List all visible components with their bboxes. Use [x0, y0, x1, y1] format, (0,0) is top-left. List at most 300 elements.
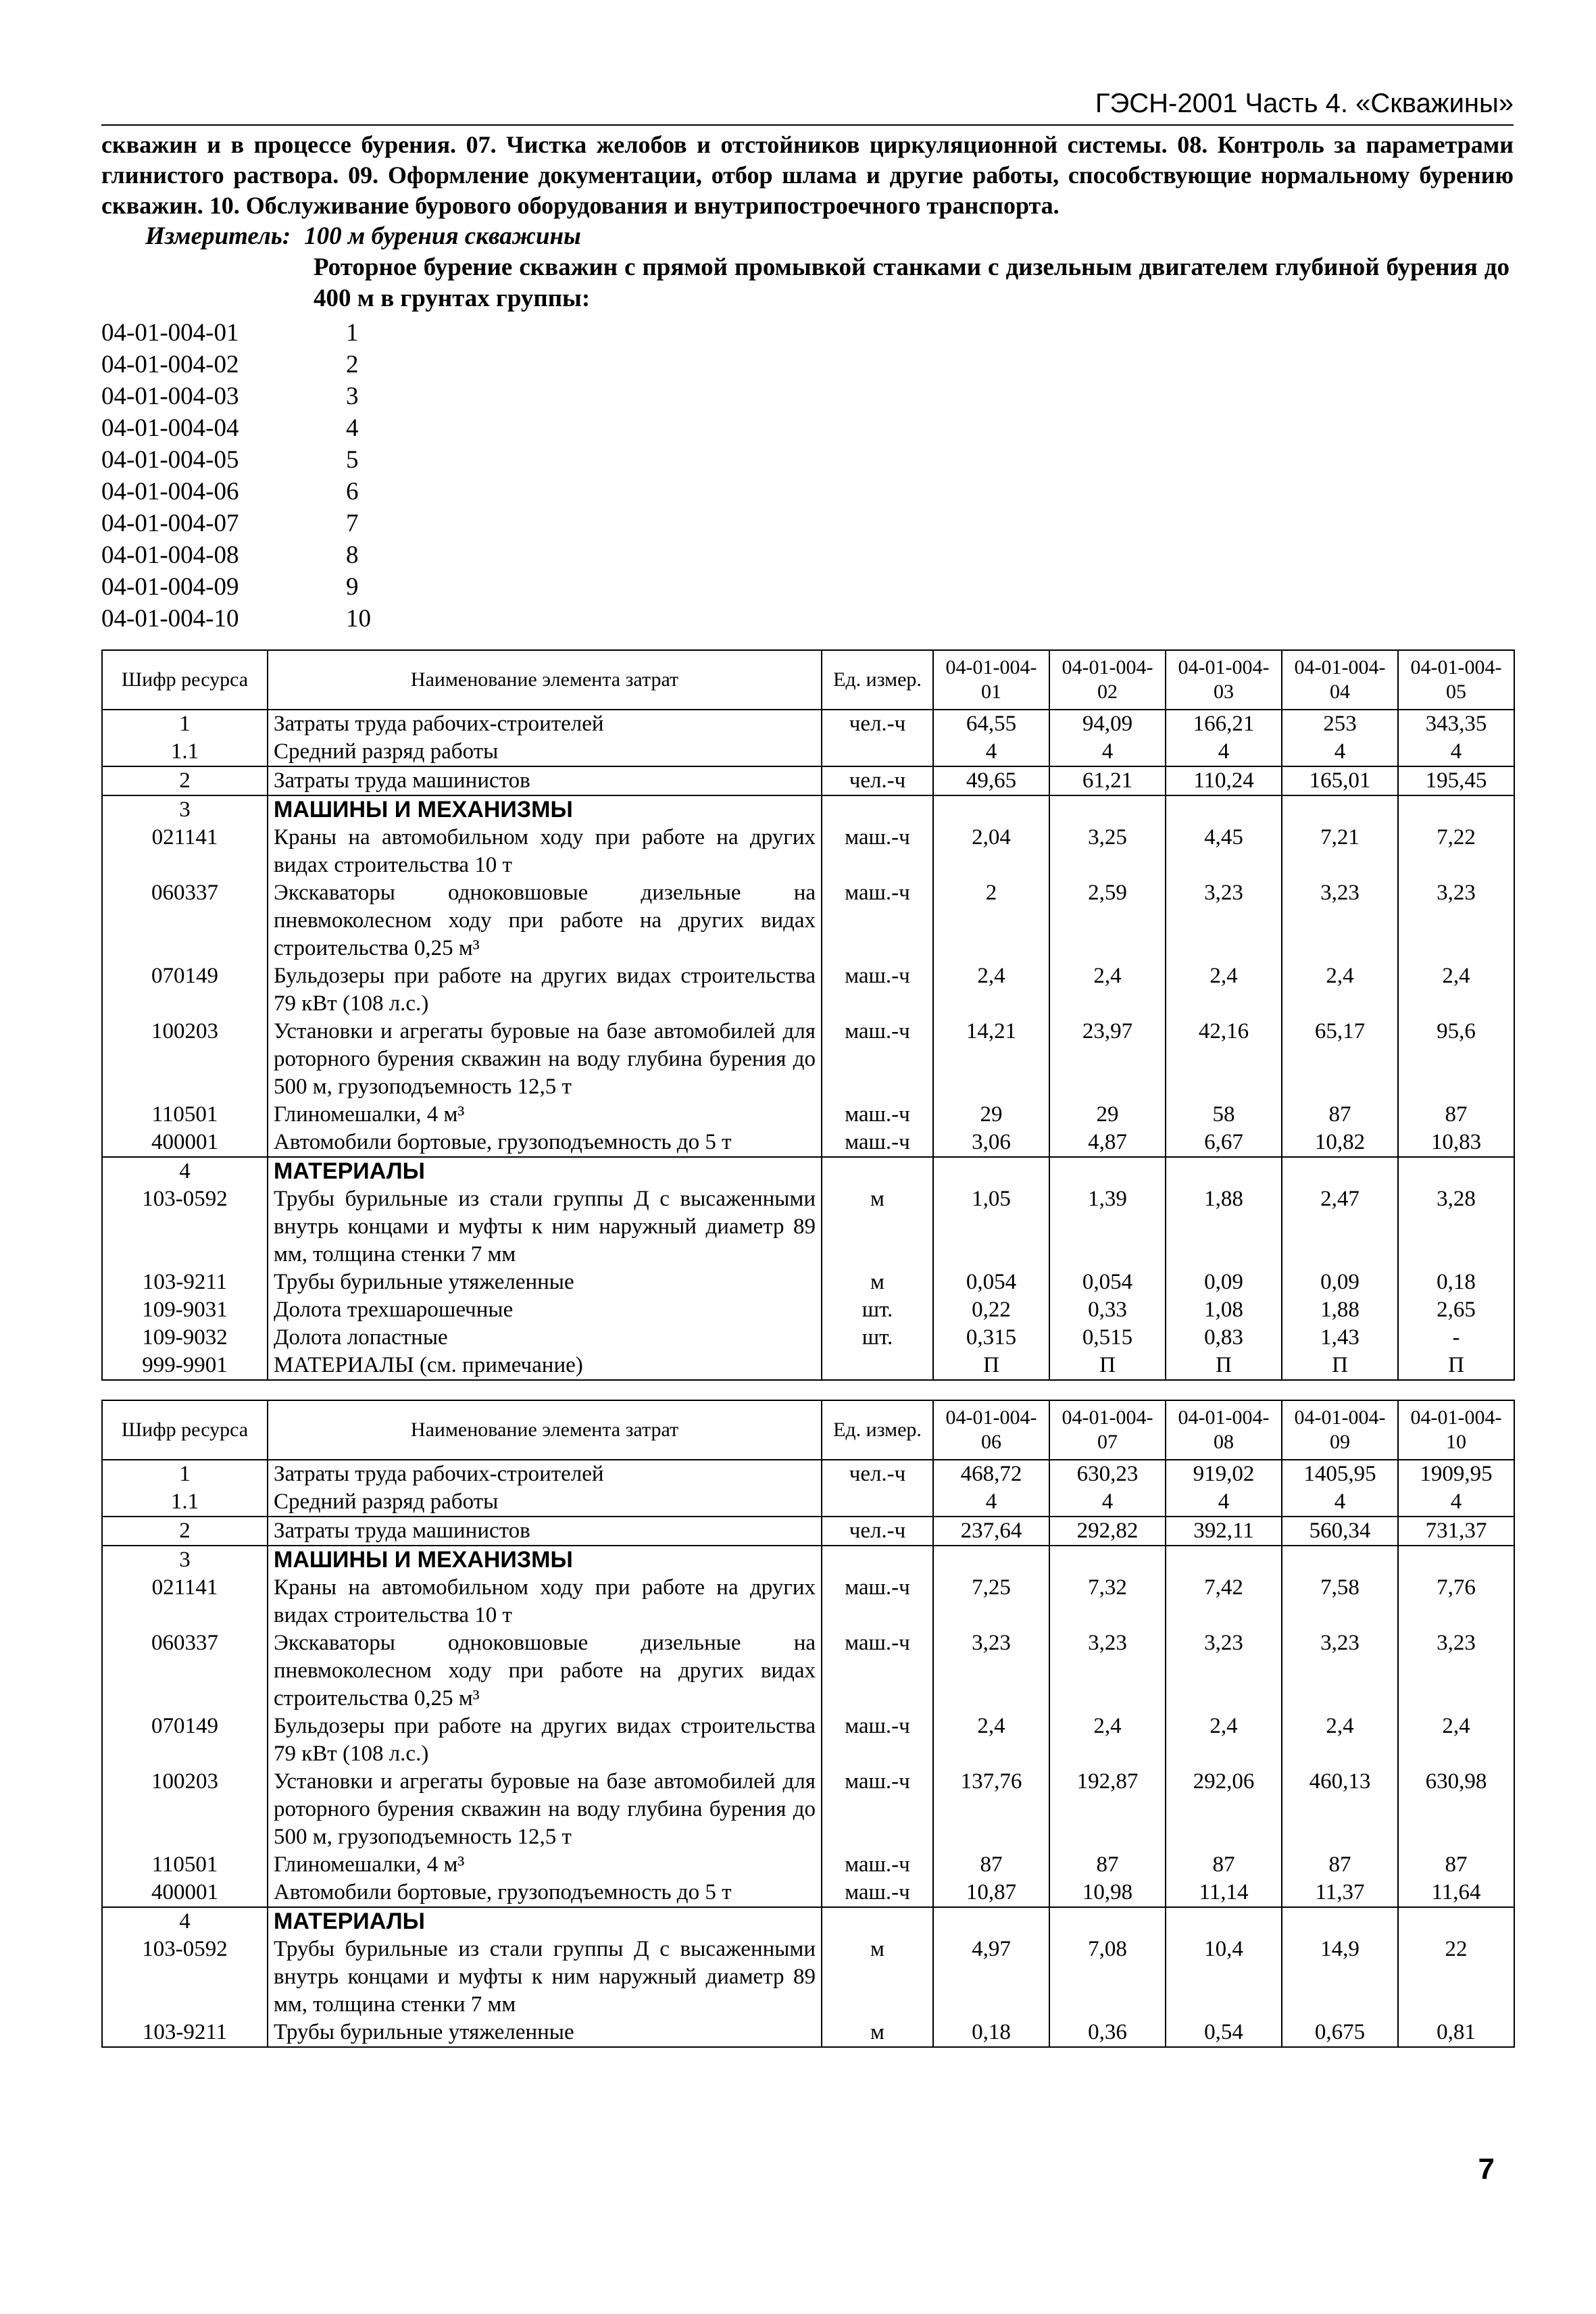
value-cell: 87	[1166, 1851, 1282, 1879]
value-cell: 1909,95	[1398, 1460, 1514, 1488]
value-cell: 2,4	[1282, 962, 1398, 1018]
cost-element-name: Затраты труда рабочих-строителей	[268, 710, 822, 738]
value-cell: 3,23	[933, 1629, 1049, 1713]
resource-code-cell: 103-0592	[102, 1185, 268, 1269]
header-name: Наименование элемента затрат	[268, 650, 822, 710]
resource-code: 04-01-004-01	[101, 319, 239, 347]
cost-element-name: Долота трехшарошечные	[268, 1296, 822, 1324]
cost-element-name: Установки и агрегаты буровые на базе автомобилей для роторного бурения скважин на воду глубина бурения до 500 м, грузоподъемность 12,5 т	[268, 1018, 822, 1101]
value-cell: П	[1049, 1352, 1166, 1380]
code-list-item	[101, 380, 1514, 412]
header-norm-code: 04-01-004-09	[1282, 1400, 1398, 1460]
value-cell: 0,315	[933, 1324, 1049, 1352]
unit-cell: шт.	[822, 1296, 933, 1324]
code-list-item	[101, 444, 1514, 476]
value-cell: 2,4	[933, 1713, 1049, 1768]
header-norm-code: 04-01-004-08	[1166, 1400, 1282, 1460]
value-cell: 195,45	[1398, 766, 1514, 795]
value-cell: 14,9	[1282, 1936, 1398, 2019]
header-unit: Ед. измер.	[822, 1400, 933, 1460]
resource-code-cell: 060337	[102, 1629, 268, 1713]
value-cell: 87	[1282, 1101, 1398, 1129]
table-row	[102, 766, 1514, 795]
resource-code-cell: 109-9031	[102, 1296, 268, 1324]
value-cell: 3,25	[1049, 824, 1166, 879]
value-cell: 94,09	[1049, 710, 1166, 738]
resource-code-cell: 3	[102, 795, 268, 824]
value-cell: 87	[1282, 1851, 1398, 1879]
header-unit: Ед. измер.	[822, 650, 933, 710]
value-cell: П	[1398, 1352, 1514, 1380]
value-cell: 7,76	[1398, 1574, 1514, 1629]
resource-code: 04-01-004-10	[101, 605, 239, 633]
resource-code: 04-01-004-03	[101, 383, 239, 410]
value-cell: 468,72	[933, 1460, 1049, 1488]
page-number: 7	[1478, 2152, 1495, 2186]
value-cell: 3,23	[1398, 879, 1514, 962]
measure-value: 100 м бурения скважины	[304, 222, 581, 250]
value-cell: 7,32	[1049, 1574, 1166, 1629]
value-cell	[933, 795, 1049, 824]
value-cell: 3,06	[933, 1129, 1049, 1157]
cost-element-name: Краны на автомобильном ходу при работе на других видах строительства 10 т	[268, 824, 822, 879]
table-row	[102, 962, 1514, 1018]
unit-cell: шт.	[822, 1324, 933, 1352]
resource-code-cell: 060337	[102, 879, 268, 962]
resource-code-cell: 2	[102, 1517, 268, 1546]
unit-cell	[822, 738, 933, 766]
unit-cell: маш.-ч	[822, 1879, 933, 1907]
value-cell: 7,58	[1282, 1574, 1398, 1629]
value-cell: 343,35	[1398, 710, 1514, 738]
value-cell: 7,08	[1049, 1936, 1166, 2019]
resource-code-cell: 110501	[102, 1101, 268, 1129]
value-cell: 4,45	[1166, 824, 1282, 879]
unit-cell: чел.-ч	[822, 1460, 933, 1488]
resource-code-cell: 103-0592	[102, 1936, 268, 2019]
resource-code-cell: 070149	[102, 962, 268, 1018]
header-norm-code: 04-01-004-05	[1398, 650, 1514, 710]
value-cell: 292,82	[1049, 1517, 1166, 1546]
value-cell	[933, 1907, 1049, 1936]
value-cell: 0,83	[1166, 1324, 1282, 1352]
value-cell: 3,23	[1282, 1629, 1398, 1713]
table-row	[102, 1879, 1514, 1907]
cost-element-name: Затраты труда машинистов	[268, 1517, 822, 1546]
resource-code-cell: 3	[102, 1546, 268, 1574]
value-cell: 4,87	[1049, 1129, 1166, 1157]
resource-code-cell: 400001	[102, 1129, 268, 1157]
unit-cell: маш.-ч	[822, 1713, 933, 1768]
code-list-item	[101, 539, 1514, 571]
norm-table-1	[101, 649, 1515, 1381]
value-cell: 0,09	[1282, 1269, 1398, 1296]
value-cell: 0,054	[933, 1269, 1049, 1296]
value-cell: 4	[1166, 1488, 1282, 1517]
code-list-item	[101, 476, 1514, 508]
code-list	[101, 317, 1514, 635]
value-cell: 0,054	[1049, 1269, 1166, 1296]
value-cell: 10,83	[1398, 1129, 1514, 1157]
table-row	[102, 1517, 1514, 1546]
value-cell	[1049, 1546, 1166, 1574]
measure-unit	[145, 221, 1514, 252]
value-cell: 253	[1282, 710, 1398, 738]
value-cell: -	[1398, 1324, 1514, 1352]
value-cell	[1049, 795, 1166, 824]
value-cell: П	[933, 1352, 1049, 1380]
cost-element-name: Бульдозеры при работе на других видах строительства 79 кВт (108 л.с.)	[268, 962, 822, 1018]
value-cell: 460,13	[1282, 1768, 1398, 1851]
soil-group: 2	[346, 351, 359, 378]
cost-element-name: Глиномешалки, 4 м³	[268, 1101, 822, 1129]
cost-element-name: Трубы бурильные из стали группы Д с высаженными внутрь концами и муфты к ним наружный диаметр 89 мм, толщина стенки 7 мм	[268, 1185, 822, 1269]
table-row	[102, 795, 1514, 824]
cost-element-name: Краны на автомобильном ходу при работе на других видах строительства 10 т	[268, 1574, 822, 1629]
unit-cell	[822, 1352, 933, 1380]
header-code: Шифр ресурса	[102, 650, 268, 710]
soil-group: 7	[346, 510, 359, 537]
value-cell	[1049, 1907, 1166, 1936]
resource-code-cell: 4	[102, 1907, 268, 1936]
value-cell: 23,97	[1049, 1018, 1166, 1101]
resource-code-cell: 103-9211	[102, 1269, 268, 1296]
value-cell: 29	[933, 1101, 1049, 1129]
resource-code-cell: 1	[102, 710, 268, 738]
unit-cell	[822, 1907, 933, 1936]
header-norm-code: 04-01-004-06	[933, 1400, 1049, 1460]
code-list-item	[101, 412, 1514, 444]
header-norm-code: 04-01-004-04	[1282, 650, 1398, 710]
value-cell: 3,23	[1049, 1629, 1166, 1713]
table-row	[102, 1574, 1514, 1629]
value-cell: 87	[1398, 1851, 1514, 1879]
unit-cell: маш.-ч	[822, 1018, 933, 1101]
value-cell: 110,24	[1166, 766, 1282, 795]
cost-element-name: Затраты труда машинистов	[268, 766, 822, 795]
unit-cell: м	[822, 2019, 933, 2047]
resource-code-cell: 021141	[102, 1574, 268, 1629]
table-row	[102, 2019, 1514, 2047]
value-cell	[1166, 1907, 1282, 1936]
resource-code-cell: 999-9901	[102, 1352, 268, 1380]
value-cell: 1,39	[1049, 1185, 1166, 1269]
unit-cell: маш.-ч	[822, 1851, 933, 1879]
work-description: Роторное бурение скважин с прямой промывкой станками с дизельным двигателем глубиной бурения до 400 м в грунтах группы:	[314, 253, 1510, 312]
table-row	[102, 879, 1514, 962]
header-norm-code: 04-01-004-10	[1398, 1400, 1514, 1460]
value-cell	[1398, 795, 1514, 824]
table-row	[102, 1269, 1514, 1296]
value-cell: 0,09	[1166, 1269, 1282, 1296]
value-cell: 2,4	[933, 962, 1049, 1018]
value-cell: 2,4	[1166, 1713, 1282, 1768]
value-cell: 0,81	[1398, 2019, 1514, 2047]
cost-element-name: Долота лопастные	[268, 1324, 822, 1352]
unit-cell: м	[822, 1269, 933, 1296]
table-row	[102, 1296, 1514, 1324]
resource-code-cell: 110501	[102, 1851, 268, 1879]
cost-element-name: Трубы бурильные утяжеленные	[268, 1269, 822, 1296]
value-cell	[1166, 1157, 1282, 1185]
unit-cell: маш.-ч	[822, 1101, 933, 1129]
value-cell: П	[1282, 1352, 1398, 1380]
value-cell: 0,18	[1398, 1269, 1514, 1296]
value-cell: 22	[1398, 1936, 1514, 2019]
table-row	[102, 1018, 1514, 1101]
value-cell: 2,47	[1282, 1185, 1398, 1269]
value-cell: 95,6	[1398, 1018, 1514, 1101]
unit-cell	[822, 1546, 933, 1574]
table-row	[102, 1352, 1514, 1380]
header-norm-code: 04-01-004-07	[1049, 1400, 1166, 1460]
value-cell: 2,59	[1049, 879, 1166, 962]
table-row	[102, 738, 1514, 766]
soil-group: 4	[346, 414, 359, 442]
cost-element-name: Трубы бурильные утяжеленные	[268, 2019, 822, 2047]
cost-element-name: Установки и агрегаты буровые на базе автомобилей для роторного бурения скважин на воду глубина бурения до 500 м, грузоподъемность 12,5 т	[268, 1768, 822, 1851]
resource-code: 04-01-004-09	[101, 573, 239, 601]
value-cell: 2,4	[1166, 962, 1282, 1018]
table-row	[102, 710, 1514, 738]
value-cell	[933, 1157, 1049, 1185]
value-cell: 1405,95	[1282, 1460, 1398, 1488]
value-cell: 64,55	[933, 710, 1049, 738]
value-cell: 14,21	[933, 1018, 1049, 1101]
cost-element-name: МАШИНЫ И МЕХАНИЗМЫ	[268, 795, 822, 824]
header-norm-code: 04-01-004-02	[1049, 650, 1166, 710]
unit-cell: маш.-ч	[822, 1574, 933, 1629]
value-cell: 29	[1049, 1101, 1166, 1129]
value-cell: 1,88	[1166, 1185, 1282, 1269]
value-cell: 4	[1049, 738, 1166, 766]
soil-group: 5	[346, 446, 359, 474]
value-cell: 87	[1398, 1101, 1514, 1129]
resource-code-cell: 109-9032	[102, 1324, 268, 1352]
value-cell: 2	[933, 879, 1049, 962]
value-cell	[1282, 1907, 1398, 1936]
value-cell: 4,97	[933, 1936, 1049, 2019]
value-cell: 61,21	[1049, 766, 1166, 795]
cost-element-name: Затраты труда рабочих-строителей	[268, 1460, 822, 1488]
code-list-item	[101, 317, 1514, 349]
value-cell	[1282, 795, 1398, 824]
table-row	[102, 1629, 1514, 1713]
value-cell: 4	[1282, 738, 1398, 766]
unit-cell: маш.-ч	[822, 1129, 933, 1157]
table-row	[102, 1101, 1514, 1129]
table-header-row	[102, 650, 1514, 710]
resource-code-cell: 103-9211	[102, 2019, 268, 2047]
table-row	[102, 1460, 1514, 1488]
table-row	[102, 1185, 1514, 1269]
value-cell: 3,23	[1166, 879, 1282, 962]
resource-code: 04-01-004-04	[101, 414, 239, 442]
table-row	[102, 1488, 1514, 1517]
resource-code-cell: 021141	[102, 824, 268, 879]
value-cell: 560,34	[1282, 1517, 1398, 1546]
value-cell: 7,25	[933, 1574, 1049, 1629]
table-row	[102, 1768, 1514, 1851]
header-norm-code: 04-01-004-01	[933, 650, 1049, 710]
resource-code: 04-01-004-05	[101, 446, 239, 474]
code-list-item	[101, 508, 1514, 539]
resource-code-cell: 100203	[102, 1018, 268, 1101]
value-cell	[1398, 1157, 1514, 1185]
value-cell: 2,4	[1049, 1713, 1166, 1768]
resource-code-cell: 100203	[102, 1768, 268, 1851]
value-cell: 0,22	[933, 1296, 1049, 1324]
value-cell: 87	[933, 1851, 1049, 1879]
value-cell: 1,08	[1166, 1296, 1282, 1324]
soil-group: 10	[346, 605, 371, 633]
soil-group: 1	[346, 319, 359, 347]
unit-cell: маш.-ч	[822, 879, 933, 962]
value-cell: 4	[1398, 738, 1514, 766]
document-page	[101, 80, 1514, 2048]
header-name: Наименование элемента затрат	[268, 1400, 822, 1460]
value-cell: 3,23	[1398, 1629, 1514, 1713]
value-cell: 731,37	[1398, 1517, 1514, 1546]
value-cell: 42,16	[1166, 1018, 1282, 1101]
unit-cell: маш.-ч	[822, 962, 933, 1018]
value-cell: 11,64	[1398, 1879, 1514, 1907]
resource-code: 04-01-004-07	[101, 510, 239, 537]
unit-cell: маш.-ч	[822, 1629, 933, 1713]
value-cell: 87	[1049, 1851, 1166, 1879]
resource-code-cell: 4	[102, 1157, 268, 1185]
value-cell: 58	[1166, 1101, 1282, 1129]
cost-element-name: Трубы бурильные из стали группы Д с высаженными внутрь концами и муфты к ним наружный диаметр 89 мм, толщина стенки 7 мм	[268, 1936, 822, 2019]
value-cell: 10,98	[1049, 1879, 1166, 1907]
cost-element-name: Средний разряд работы	[268, 738, 822, 766]
table-row	[102, 1851, 1514, 1879]
value-cell: 11,14	[1166, 1879, 1282, 1907]
table-row	[102, 1546, 1514, 1574]
value-cell: 0,18	[933, 2019, 1049, 2047]
soil-group: 6	[346, 478, 359, 506]
cost-element-name: Бульдозеры при работе на других видах строительства 79 кВт (108 л.с.)	[268, 1713, 822, 1768]
value-cell	[1398, 1546, 1514, 1574]
table-row	[102, 1713, 1514, 1768]
resource-code: 04-01-004-08	[101, 541, 239, 569]
code-list-item	[101, 571, 1514, 603]
table-row	[102, 1324, 1514, 1352]
value-cell: 137,76	[933, 1768, 1049, 1851]
unit-cell: чел.-ч	[822, 710, 933, 738]
value-cell: 0,36	[1049, 2019, 1166, 2047]
value-cell: 2,4	[1049, 962, 1166, 1018]
value-cell: 3,28	[1398, 1185, 1514, 1269]
value-cell: 392,11	[1166, 1517, 1282, 1546]
resource-code: 04-01-004-02	[101, 351, 239, 378]
measure-label: Измеритель:	[145, 222, 291, 250]
value-cell: 4	[1282, 1488, 1398, 1517]
cost-element-name: Автомобили бортовые, грузоподъемность до 5 т	[268, 1129, 822, 1157]
value-cell: 0,33	[1049, 1296, 1166, 1324]
value-cell: 2,4	[1398, 962, 1514, 1018]
cost-element-name: МАТЕРИАЛЫ	[268, 1157, 822, 1185]
value-cell	[1166, 1546, 1282, 1574]
table-row	[102, 1157, 1514, 1185]
resource-code: 04-01-004-06	[101, 478, 239, 506]
value-cell: 1,88	[1282, 1296, 1398, 1324]
resource-code-cell: 400001	[102, 1879, 268, 1907]
value-cell	[1282, 1546, 1398, 1574]
value-cell: 10,4	[1166, 1936, 1282, 2019]
unit-cell: чел.-ч	[822, 766, 933, 795]
value-cell: 7,42	[1166, 1574, 1282, 1629]
table-header-row	[102, 1400, 1514, 1460]
value-cell: 4	[1166, 738, 1282, 766]
cost-element-name: МАТЕРИАЛЫ (см. примечание)	[268, 1352, 822, 1380]
value-cell: 7,22	[1398, 824, 1514, 879]
value-cell: 192,87	[1049, 1768, 1166, 1851]
cost-element-name: Средний разряд работы	[268, 1488, 822, 1517]
value-cell: 0,515	[1049, 1324, 1166, 1352]
cost-element-name: Экскаваторы одноковшовые дизельные на пневмоколесном ходу при работе на других видах строительства 0,25 м³	[268, 1629, 822, 1713]
value-cell: 11,37	[1282, 1879, 1398, 1907]
value-cell: 4	[933, 738, 1049, 766]
resource-code-cell: 1	[102, 1460, 268, 1488]
value-cell: 2,4	[1398, 1713, 1514, 1768]
unit-cell: маш.-ч	[822, 824, 933, 879]
value-cell: 49,65	[933, 766, 1049, 795]
unit-cell: маш.-ч	[822, 1768, 933, 1851]
value-cell	[933, 1546, 1049, 1574]
cost-element-name: Автомобили бортовые, грузоподъемность до 5 т	[268, 1879, 822, 1907]
value-cell: 630,23	[1049, 1460, 1166, 1488]
value-cell: 1,05	[933, 1185, 1049, 1269]
intro-paragraph: скважин и в процессе бурения. 07. Чистка желобов и отстойников циркуляционной системы. 08. Контроль за параметрами глинистого раствора. 09. Оформление документации, отбор шлама и другие работы, способствующие нормальному бурению скважин. 10. Обслуживание бурового оборудования и внутрипостроечного транспорта.	[101, 131, 1514, 219]
resource-code-cell: 1.1	[102, 738, 268, 766]
value-cell: 65,17	[1282, 1018, 1398, 1101]
value-cell	[1049, 1157, 1166, 1185]
header-title: ГЭСН-2001 Часть 4. «Скважины»	[1095, 89, 1514, 118]
table-row	[102, 1907, 1514, 1936]
value-cell: 10,87	[933, 1879, 1049, 1907]
value-cell: 630,98	[1398, 1768, 1514, 1851]
table-row	[102, 824, 1514, 879]
value-cell: 2,4	[1282, 1713, 1398, 1768]
unit-cell: м	[822, 1936, 933, 2019]
value-cell: 2,04	[933, 824, 1049, 879]
unit-cell	[822, 1488, 933, 1517]
soil-group: 3	[346, 383, 359, 410]
unit-cell	[822, 795, 933, 824]
cost-element-name: Экскаваторы одноковшовые дизельные на пневмоколесном ходу при работе на других видах строительства 0,25 м³	[268, 879, 822, 962]
unit-cell: м	[822, 1185, 933, 1269]
header-norm-code: 04-01-004-03	[1166, 650, 1282, 710]
value-cell: 2,65	[1398, 1296, 1514, 1324]
unit-cell	[822, 1157, 933, 1185]
value-cell: 10,82	[1282, 1129, 1398, 1157]
value-cell: 166,21	[1166, 710, 1282, 738]
table-row	[102, 1936, 1514, 2019]
value-cell: 4	[1049, 1488, 1166, 1517]
value-cell	[1166, 795, 1282, 824]
value-cell: 165,01	[1282, 766, 1398, 795]
value-cell: 0,675	[1282, 2019, 1398, 2047]
code-list-item	[101, 349, 1514, 380]
soil-group: 8	[346, 541, 359, 569]
soil-group: 9	[346, 573, 359, 601]
value-cell: 6,67	[1166, 1129, 1282, 1157]
value-cell: 1,43	[1282, 1324, 1398, 1352]
cost-element-name: МАТЕРИАЛЫ	[268, 1907, 822, 1936]
resource-code-cell: 070149	[102, 1713, 268, 1768]
value-cell: 237,64	[933, 1517, 1049, 1546]
